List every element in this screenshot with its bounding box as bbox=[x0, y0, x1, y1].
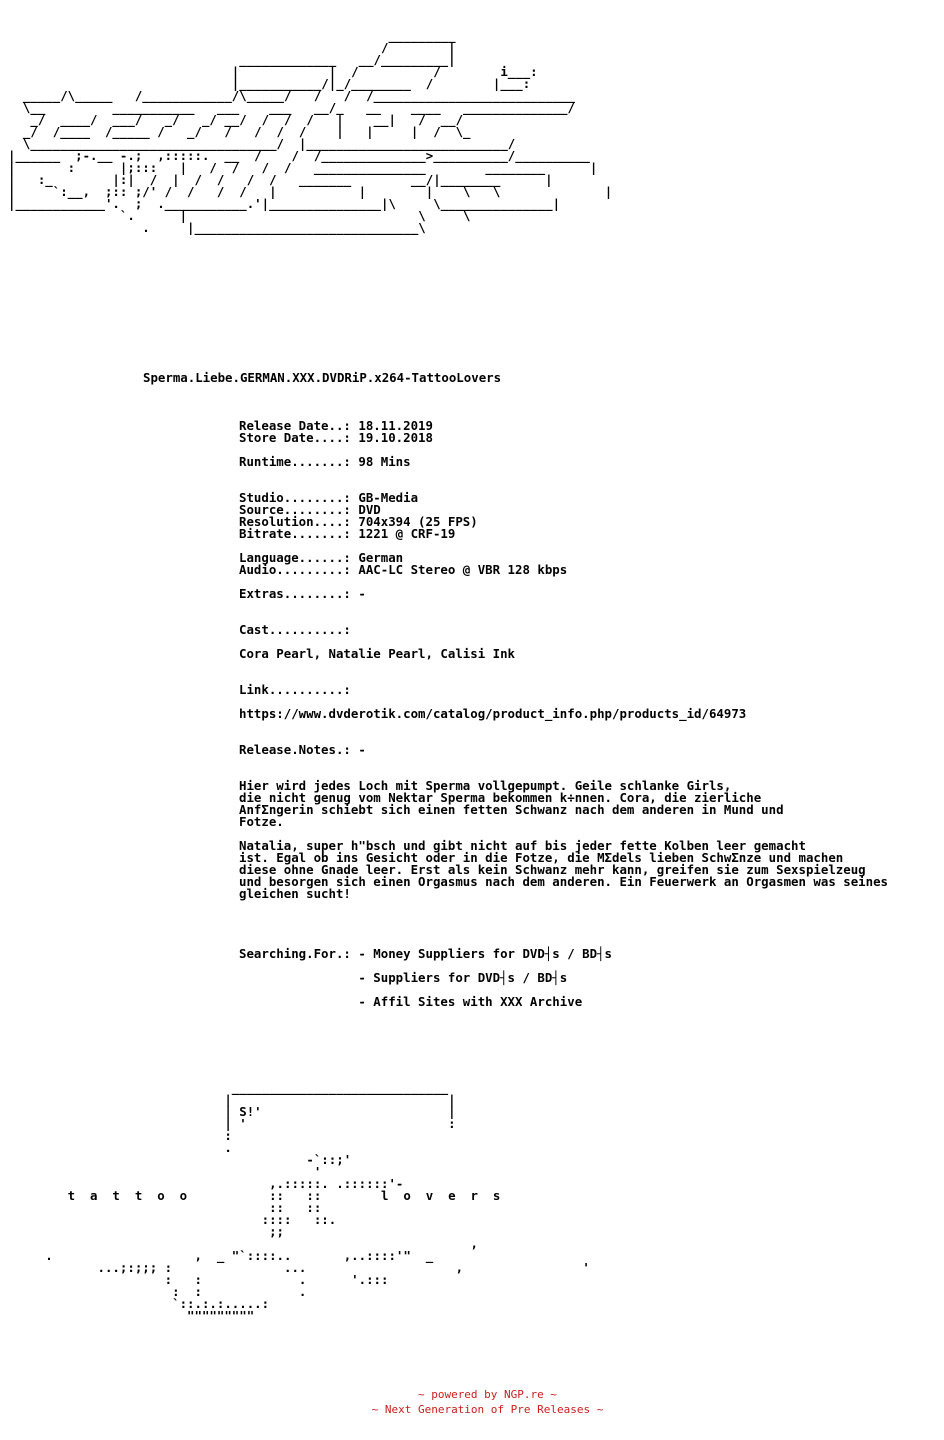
footer-tagline: ~ Next Generation of Pre Releases ~ bbox=[371, 1403, 604, 1416]
ascii-art-logo: _________ / | _____________ __/_________| | | / / i___: |___________/|_/________ / |___: _____/\_____ /____________/\_____/ / / /___________________________ \__ ___________ ___ ___ __/_ __ ____ ______________/ _/ ____/ ___/ _/ _/ __/ / / / | __| / __/ _/ /____ /_____ / _/ / / / / | | | / \_ \_________________________________/ |___________________________/ |______ ;-.__ -.; ,:::::. __ / / /______________>__________/__________ | : |;::: | / / / / _______________ ________ | | :_ |:| / | / / / / _______ __/|________ | | `:__, ;:: ;/' / / / / | | | \ \ | |____________'. ; .___________.'|_______________|\ \_______________| `. | \ \ . |______________________________\ bbox=[8, 28, 613, 235]
nfo-info-text: Release Date..: 18.11.2019 Store Date....: 19.10.2018 Runtime.......: 98 Mins Studio........: GB-Media Source........: DVD Resolution....: 704x394 (25 FPS) Bitrate.......: 1221 @ CRF-19 Language......: German Audio.........: AAC-LC Stereo @ VBR 128 kbps Extras........: - Cast..........: Cora Pearl, Natalie Pearl, Calisi Ink Link..........: https://www.dvderotik.com/catalog/product_info.php/products_id/64973 Release.Notes.: - Hier wird jedes Loch mit Sperma vollgepumpt. Geile schlanke Girls, die nicht genug vom Nektar Sperma bekommen k÷nnen. Cora, die zierliche AnfΣngerin schiebt sich einen fetten Schwanz nach dem anderen in Mund und Fotze. Natalia, super h"bsch und gibt nicht auf bis jeder fette Kolben leer gemacht ist. Egal ob ins Gesicht oder in die Fotze, die MΣdels lieben SchwΣnze und machen diese ohne Gnade leer. Erst als kein Schwanz mehr kann, greifen sie zum Sexspielzeug und besorgen sich einen Orgasmus nach dem anderen. Ein Feuerwerk an Orgasmen was seines gleichen sucht! Searching.For.: - Money Suppliers for DVD┤s / BD┤s - Suppliers for DVD┤s / BD┤s - Affil Sites with XXX Archive bbox=[239, 418, 889, 1009]
ascii-art-footer-logo: _____________________________ | | | S!' | | ' : : . -`::;' ' ,.:::::. .::::::'- t a t t o o :: :: l o v e r s :: :: :::: ::. ;; , . , _ "`::::.. ,..::::'" _ ...;:;;; : ... , ' : : . '.::: : : . `::.:.:.....: """"""""" bbox=[45, 1080, 590, 1323]
footer-powered-by: ~ powered by NGP.re ~ bbox=[417, 1388, 558, 1401]
release-title: Sperma.Liebe.GERMAN.XXX.DVDRiP.x264-TattooLovers bbox=[143, 370, 502, 385]
